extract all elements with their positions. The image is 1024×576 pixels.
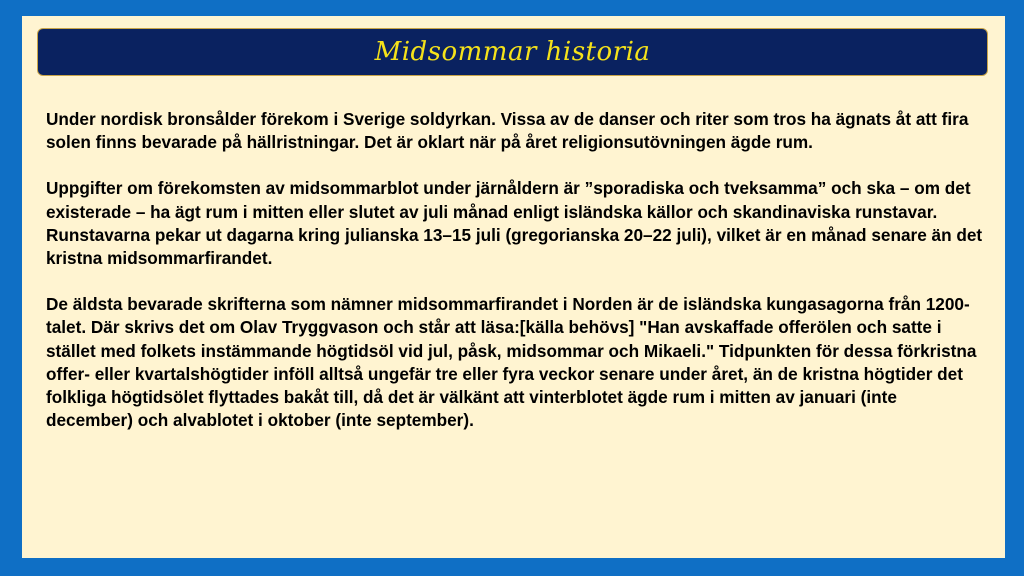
paragraph-bronze-age: Under nordisk bronsålder förekom i Sverige soldyrkan. Vissa av de danser och riter som tros ha ägnats åt att fira solen finns bevarade på hällristningar. Det är oklart när på året religionsutövningen ägde rum. xyxy=(46,109,969,153)
title-bar xyxy=(37,28,988,76)
slide xyxy=(22,16,1005,558)
body-text xyxy=(46,108,986,432)
paragraph-sagas: De äldsta bevarade skrifterna som nämner midsommarfirandet i Norden är de isländska kungasagorna från 1200-talet. Där skrivs det om Olav Tryggvason och står att läsa:[källa behövs] "Han avskaffade offerölen och satte i stället med folkets instämmande högtidsöl vid jul, påsk, midsommar och Mikaeli." Tidpunkten för dessa förkristna offer- eller kvartalshögtider inföll alltså ungefär tre eller fyra veckor senare under året, än de kristna högtider det folkliga högtidsölet flyttades bakåt till, då det är välkänt att vinterblotet ägde rum i mitten av januari (inte december) och alvablotet i oktober (inte september). xyxy=(46,294,977,431)
slide-title: Midsommar historia xyxy=(374,37,651,67)
paragraph-iron-age: Uppgifter om förekomsten av midsommarblot under järnåldern är ”sporadiska och tveksamma” och ska – om det existerade – ha ägt rum i mitten eller slutet av juli månad enligt isländska källor och skandinaviska runstavar. Runstavarna pekar ut dagarna kring julianska 13–15 juli (gregorianska 20–22 juli), vilket är en månad senare än det kristna midsommarfirandet. xyxy=(46,178,983,269)
